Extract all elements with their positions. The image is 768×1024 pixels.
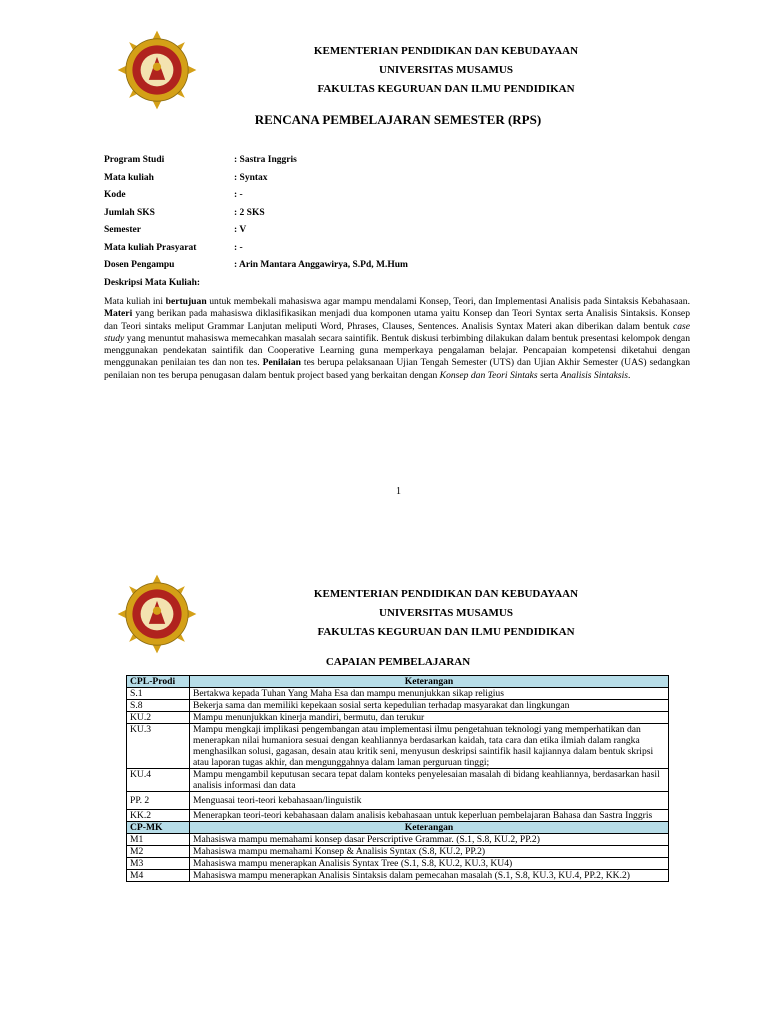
info-label: Kode: [104, 190, 126, 200]
header-university: UNIVERSITAS MUSAMUS: [379, 607, 513, 619]
info-value: : 2 SKS: [234, 207, 265, 218]
table-row: M3 Mahasiswa mampu menerapkan Analisis Syntax Tree (S.1, S.8, KU.2, KU.3, KU4): [127, 858, 669, 870]
table-row: KU.3 Mampu mengkaji implikasi pengembangan atau implementasi ilmu pengetahuan teknologi yang memperhatikan dan menerapkan nilai humaniora sesuai dengan keahliannya berdasarkan kaidah, tata cara dan etika ilmiah dalam rangka menghasilkan solusi, gagasan, desain atau kritik seni, menyusun deskripsi saintifik hasil kajiannya dalam bentuk skripsi atau laporan tugas akhir, dan mengunggahnya dalam laman perguruan tinggi;: [127, 724, 669, 769]
table-row: S.1 Bertakwa kepada Tuhan Yang Maha Esa dan mampu menunjukkan sikap religius: [127, 688, 669, 700]
table-row: S.8 Bekerja sama dan memiliki kepekaan sosial serta kepedulian terhadap masyarakat dan lingkungan: [127, 700, 669, 712]
table-row: M1 Mahasiswa mampu memahami konsep dasar Perscriptive Grammar. (S.1, S.8, KU.2, PP.2): [127, 834, 669, 846]
info-label: Mata kuliah: [104, 172, 154, 183]
info-value: : Sastra Inggris: [234, 155, 297, 165]
course-info: [104, 155, 408, 295]
info-value: : Syntax: [234, 172, 268, 183]
cpmk-header-code: CP-MK: [127, 822, 190, 834]
header-ministry: KEMENTERIAN PENDIDIKAN DAN KEBUDAYAAN: [313, 45, 579, 57]
description-heading: Deskripsi Mata Kuliah:: [104, 277, 201, 288]
header-faculty: FAKULTAS KEGURUAN DAN ILMU PENDIDIKAN: [317, 83, 575, 95]
info-label: Semester: [104, 225, 141, 235]
table-row: KU.4 Mampu mengambil keputusan secara tepat dalam konteks penyelesaian masalah di bidang keahliannya, berdasarkan hasil analisis informasi dan data: [127, 769, 669, 792]
table-row: KU.2 Mampu menunjukkan kinerja mandiri, bermutu, dan terukur: [127, 712, 669, 724]
info-value: : V: [234, 225, 247, 235]
info-label: Jumlah SKS: [104, 207, 155, 218]
university-logo: [116, 573, 198, 655]
cpmk-header-desc: Keterangan: [190, 822, 669, 834]
learning-outcomes-table: [126, 675, 669, 882]
cpl-header-desc: Keterangan: [190, 676, 669, 688]
table-row: PP. 2 Menguasai teori-teori kebahasaan/linguistik: [127, 792, 669, 810]
table-row: M4 Mahasiswa mampu menerapkan Analisis Sintaksis dalam pemecahan masalah (S.1, S.8, KU.3, KU.4, PP.2, KK.2): [127, 870, 669, 882]
header-ministry: KEMENTERIAN PENDIDIKAN DAN KEBUDAYAAN: [313, 588, 579, 600]
header-university: UNIVERSITAS MUSAMUS: [379, 64, 513, 76]
header-faculty: FAKULTAS KEGURUAN DAN ILMU PENDIDIKAN: [317, 626, 575, 638]
info-value: : -: [234, 242, 243, 253]
info-value: : Arin Mantara Anggawirya, S.Pd, M.Hum: [234, 260, 408, 270]
page-number: 1: [396, 486, 401, 497]
table-row: KK.2 Menerapkan teori-teori kebahasaan dalam analisis kebahasaan untuk keperluan pembelajaran Bahasa dan Sastra Inggris: [127, 810, 669, 822]
document-title: RENCANA PEMBELAJARAN SEMESTER (RPS): [254, 112, 542, 127]
cpl-header-code: CPL-Prodi: [127, 676, 190, 688]
section-title: CAPAIAN PEMBELAJARAN: [325, 656, 471, 668]
university-logo: [116, 29, 198, 111]
info-label: Dosen Pengampu: [104, 260, 175, 270]
info-label: Mata kuliah Prasyarat: [104, 242, 197, 253]
table-row: M2 Mahasiswa mampu memahami Konsep & Analisis Syntax (S.8, KU.2, PP.2): [127, 846, 669, 858]
course-description: Mata kuliah ini bertujuan untuk membekali mahasiswa agar mampu mendalami Konsep, Teori, dan Implementasi Analisis pada Sintaksis Kebahasaan. Materi yang berikan pada mahasiswa diklasifikasikan menjadi dua komponen utama yaitu Konsep dan Teori Syntax serta Analisis Sintaksis. Konsep dan Teori sintaks meliput Grammar Lanjutan meliputi Word, Phrases, Clauses, Sentences. Analisis Syntax Materi akan diberikan dalam bentuk case study yang menuntut mahasiswa memecahkan masalah secara saintifik. Bentuk diskusi terbimbing dilakukan dalam bentuk presentasi kelompok dengan menggunakan pendekatan saintifik dan Cooperative Learning guna memperkaya pengalaman belajar. Pencapaian kompetensi diketahui dengan menggunakan penilaian tes dan non tes. Penilaian tes berupa pelaksanaan Ujian Tengah Semester (UTS) dan Ujian Akhir Semester (UAS) sedangkan penilaian non tes berupa penugasan dalam bentuk project based yang berkaitan dengan Konsep dan Teori Sintaks serta Analisis Sintaksis.: [104, 296, 690, 381]
info-label: Program Studi: [104, 155, 165, 165]
info-value: : -: [234, 190, 243, 200]
